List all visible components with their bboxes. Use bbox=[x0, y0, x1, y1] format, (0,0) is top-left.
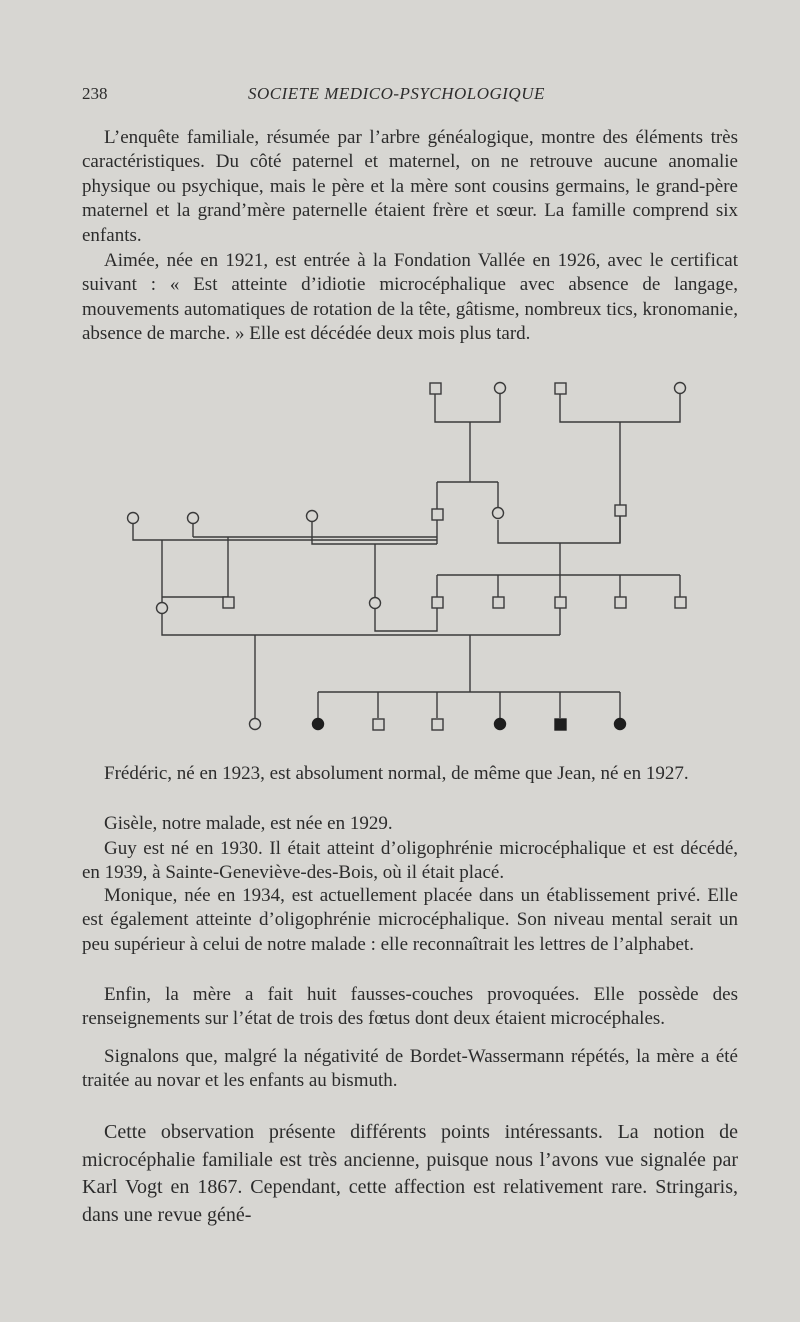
paragraph-observation: Cette observation présente différents points intéressants. La notion de microcéphalie familiale est très ancienne, puisque nous l’avons vue signalée par Karl Vogt en 1867. Cependant, cette affection est relativement rare. Stringaris, dans une revue géné- bbox=[82, 1121, 738, 1226]
gen2-female-2 bbox=[188, 513, 199, 524]
gen3-female-1 bbox=[157, 603, 168, 614]
gen4-male-2 bbox=[432, 719, 443, 730]
gen4-male-1 bbox=[373, 719, 384, 730]
gen4-female-affected-3 bbox=[615, 719, 626, 730]
paragraph-treatment: Signalons que, malgré la négativité de Bordet-Wassermann répétés, la mère a été traitée au novar et les enfants au bismuth. bbox=[82, 1046, 738, 1092]
gen4-female-affected-1 bbox=[313, 719, 324, 730]
gen3-male-1 bbox=[223, 597, 234, 608]
gen1-female-2 bbox=[675, 383, 686, 394]
paragraph-gisele: Gisèle, notre malade, est née en 1929. bbox=[104, 813, 393, 834]
paragraph-guy: Guy est né en 1930. Il était atteint d’oligophrénie microcéphalique et est décédé, en 1939, à Sainte-Geneviève-des-Bois, où il était placé. bbox=[82, 838, 738, 884]
paragraph-family-inquiry: L’enquête familiale, résumée par l’arbre généalogique, montre des éléments très caractéristiques. Du côté paternel et maternel, on ne retrouve aucune anomalie physique ou psychique, mais le père et la mère sont cousins germains, le grand-père maternel et la grand’mère paternelle étaient frère et sœur. La famille comprend six enfants. bbox=[82, 127, 738, 246]
paragraph-frederic: Frédéric, né en 1923, est absolument normal, de même que Jean, né en 1927. bbox=[104, 763, 689, 784]
gen4-male-affected-1 bbox=[555, 719, 566, 730]
gen4-female-1 bbox=[250, 719, 261, 730]
gen2-female-3 bbox=[307, 511, 318, 522]
paragraph-miscarriages: Enfin, la mère a fait huit fausses-couches provoquées. Elle possède des renseignements sur l’état de trois des fœtus dont deux étaient microcéphales. bbox=[82, 984, 738, 1030]
paragraph-aimee: Aimée, née en 1921, est entrée à la Fondation Vallée en 1926, avec le certificat suivant : « Est atteinte d’idiotie microcéphalique avec absence de langage, mouvements automatiques de rotation de la tête, gâtisme, nombreux tics, kronomanie, absence de marche. » Elle est décédée deux mois plus tard. bbox=[82, 250, 738, 345]
pedigree-lines bbox=[133, 389, 680, 718]
gen3-male-4 bbox=[555, 597, 566, 608]
gen1-female-1 bbox=[495, 383, 506, 394]
gen2-male-2 bbox=[615, 505, 626, 516]
pedigree-chart bbox=[0, 370, 800, 750]
gen3-male-2 bbox=[432, 597, 443, 608]
running-title: SOCIETE MEDICO-PSYCHOLOGIQUE bbox=[248, 84, 545, 103]
gen1-male-1 bbox=[430, 383, 441, 394]
paragraph-monique: Monique, née en 1934, est actuellement placée dans un établissement privé. Elle est également atteinte d’oligophrénie microcéphalique. Son niveau mental serait un peu supérieur à celui de notre malade : elle reconnaîtrait les lettres de l’alphabet. bbox=[82, 885, 738, 955]
gen2-female-1 bbox=[128, 513, 139, 524]
gen1-male-2 bbox=[555, 383, 566, 394]
gen3-male-3 bbox=[493, 597, 504, 608]
page-number: 238 bbox=[82, 84, 108, 103]
gen2-male-1 bbox=[432, 509, 443, 520]
gen3-male-5 bbox=[615, 597, 626, 608]
gen3-female-2 bbox=[370, 598, 381, 609]
page-header bbox=[82, 84, 742, 108]
gen4-female-affected-2 bbox=[495, 719, 506, 730]
gen3-male-6 bbox=[675, 597, 686, 608]
gen2-female-4 bbox=[493, 508, 504, 519]
